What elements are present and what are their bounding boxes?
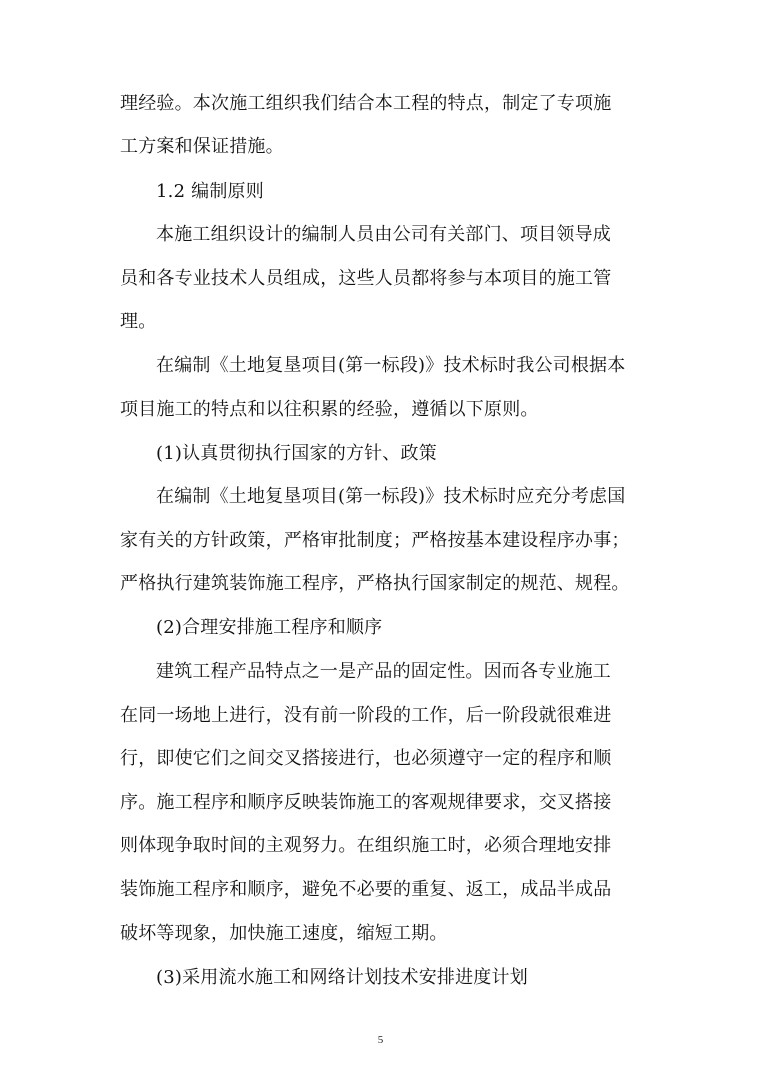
text-line: 项目施工的特点和以往积累的经验，遵循以下原则。 bbox=[120, 399, 539, 420]
principle-heading: (2)合理安排施工程序和顺序 bbox=[156, 617, 383, 638]
principle-heading: (3)采用流水施工和网络计划技术安排进度计划 bbox=[156, 967, 528, 988]
page-number: 5 bbox=[377, 1034, 384, 1046]
text-line: 家有关的方针政策，严格审批制度；严格按基本建设程序办事； bbox=[120, 530, 630, 551]
text-line: 严格执行建筑装饰施工程序，严格执行国家制定的规范、规程。 bbox=[120, 573, 630, 594]
text-line: 破坏等现象，加快施工速度，缩短工期。 bbox=[120, 923, 448, 944]
paragraph-start: 建筑工程产品特点之一是产品的固定性。因而各专业施工 bbox=[156, 661, 611, 682]
principle-heading: (1)认真贯彻执行国家的方针、政策 bbox=[156, 443, 437, 464]
text-line: 工方案和保证措施。 bbox=[120, 136, 284, 157]
text-line: 在同一场地上进行，没有前一阶段的工作，后一阶段就很难进 bbox=[120, 705, 612, 726]
text-line: 员和各专业技术人员组成，这些人员都将参与本项目的施工管 bbox=[120, 268, 612, 289]
text-line: 理。 bbox=[120, 311, 157, 332]
paragraph-start: 本施工组织设计的编制人员由公司有关部门、项目领导成 bbox=[156, 224, 611, 245]
paragraph-start: 在编制《土地复垦项目(第一标段)》技术标时我公司根据本 bbox=[156, 355, 626, 376]
text-line: 装饰施工程序和顺序，避免不必要的重复、返工，成品半成品 bbox=[120, 879, 612, 900]
text-line: 序。施工程序和顺序反映装饰施工的客观规律要求，交叉搭接 bbox=[120, 792, 612, 813]
section-heading: 1.2 编制原则 bbox=[156, 181, 264, 202]
text-line: 行，即使它们之间交叉搭接进行，也必须遵守一定的程序和顺 bbox=[120, 748, 612, 769]
text-line: 则体现争取时间的主观努力。在组织施工时，必须合理地安排 bbox=[120, 835, 612, 856]
paragraph-start: 在编制《土地复垦项目(第一标段)》技术标时应充分考虑国 bbox=[156, 486, 626, 507]
text-line: 理经验。本次施工组织我们结合本工程的特点，制定了专项施 bbox=[120, 93, 612, 114]
